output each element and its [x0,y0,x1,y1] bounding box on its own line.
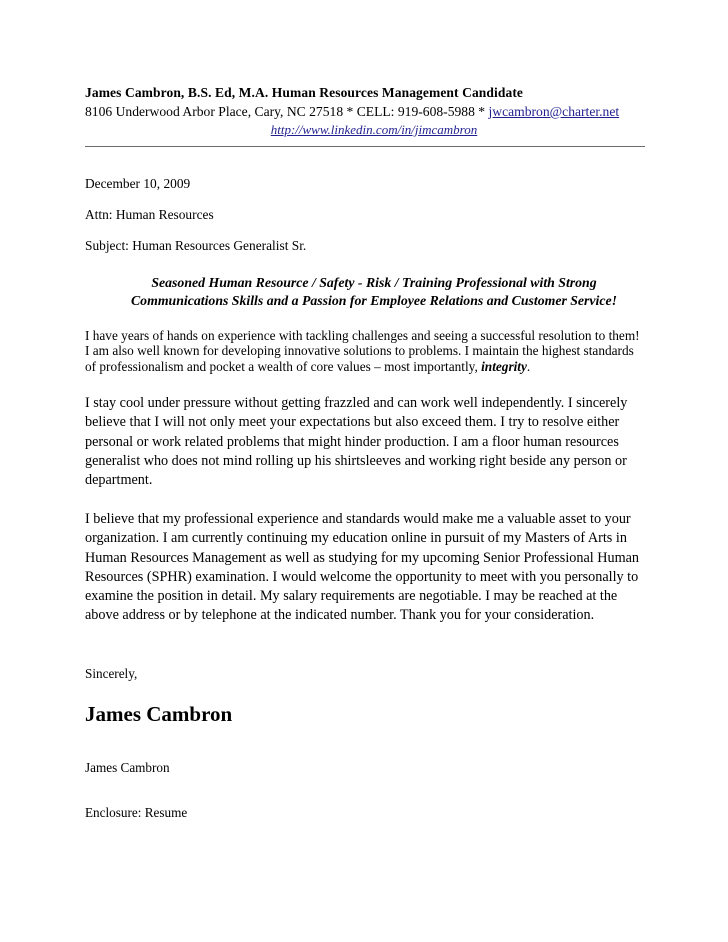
letter-content [85,84,645,821]
letterhead-address [85,102,645,121]
paragraph-1-emphasis-integrity: integrity [481,358,527,374]
body-paragraph-2: I stay cool under pressure without getting frazzled and can work well independently. I sincerely believe that I will not only meet your expectations but also exceed them. I try to resolve either personal or work related problems that might hinder production. I am a floor human resources generalist who does not mind rolling up his shirtsleeves and working right beside any person or department. [85,395,628,489]
enclosure-note: Enclosure: Resume [85,805,188,821]
paragraph-1-text-part-1: I have years of hands on experience with tackling challenges and seeing a successful resolution to them! I am also well known for developing innovative solutions to problems. I maintain the highest standards of professionalism and pocket a wealth of core values – most importantly, [85,328,640,374]
letter-date: December 10, 2009 [85,176,191,191]
letter-subject-line: Subject: Human Resources Generalist Sr. [85,238,307,253]
headline-line-1: Seasoned Human Resource / Safety - Risk / Training Professional with Strong [151,275,597,290]
letter-attention-line: Attn: Human Resources [85,207,214,222]
letterhead [85,84,645,147]
letter-meta [85,175,645,254]
headline-line-2: Communications Skills and a Passion for Employee Relations and Customer Service! [130,293,618,308]
letterhead-name: James Cambron, B.S. Ed, M.A. Human Resources Management Candidate [85,85,524,100]
signature-name: James Cambron [85,702,233,727]
letter-closing [85,665,645,821]
closing-salutation: Sincerely, [85,666,138,682]
body-paragraph-1 [85,328,645,374]
paragraph-1-text-part-2: . [526,358,531,374]
letterhead-divider [85,146,645,147]
linkedin-profile-link[interactable]: http://www.linkedin.com/in/jimcambron [270,122,478,137]
typed-name: James Cambron [85,760,170,776]
letterhead-linkedin [85,121,645,139]
letter-headline [109,274,639,310]
email-link[interactable]: jwcambron@charter.net [488,104,620,119]
body-paragraph-3: I believe that my professional experience and standards would make me a valuable asset to your organization. I am currently continuing my education online in pursuit of my Masters of Arts in Human Resources Management as well as studying for my upcoming Senior Professional Human Resources (SPHR) examination. I would welcome the opportunity to meet with you personally to examine the position in detail. My salary requirements are negotiable. I may be reached at the above address or by telephone at the indicated number. Thank you for your consideration. [85,511,639,624]
letterhead-address-text: 8106 Underwood Arbor Place, Cary, NC 27518 * CELL: 919-608-5988 * [85,104,489,119]
